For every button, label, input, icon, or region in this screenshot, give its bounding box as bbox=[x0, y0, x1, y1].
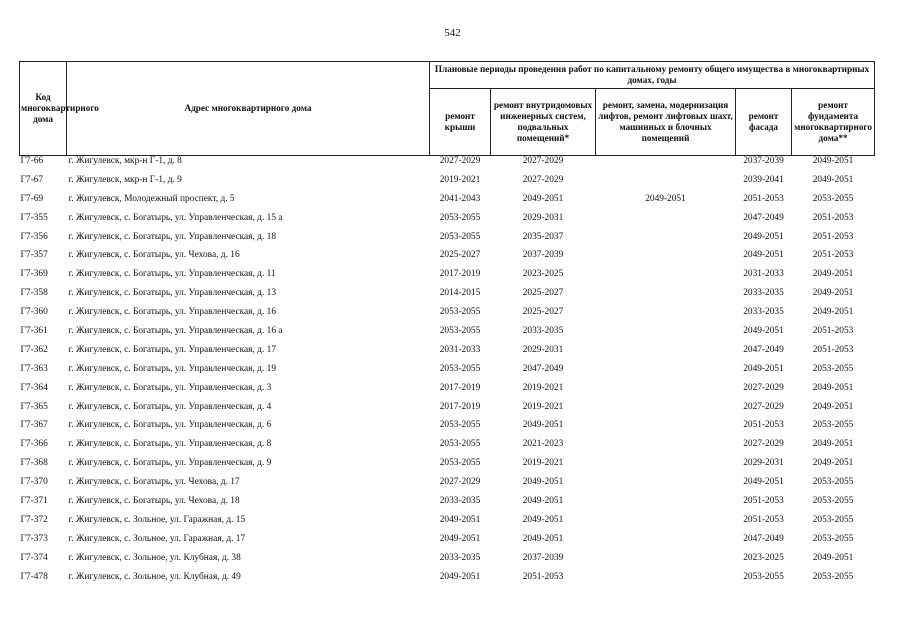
systems-period-cell: 2019-2021 bbox=[522, 458, 564, 469]
roof-period-cell: 2014-2015 bbox=[439, 288, 481, 299]
header-lifts: ремонт, замена, модернизация лифтов, ремонт лифтовых шахт, машинных и блочных помещений bbox=[596, 89, 736, 156]
facade-period-cell: 2047-2049 bbox=[743, 212, 784, 223]
code-cell: Г7-478 bbox=[20, 571, 48, 582]
header-engineering-systems: ремонт внутридомовых инженерных систем, подвальных помещений* bbox=[491, 89, 596, 156]
address-cell: г. Жигулевск, с. Богатырь, ул. Управленческая, д. 4 bbox=[68, 401, 272, 412]
lifts-period-cell bbox=[596, 288, 736, 307]
foundation-period-cell: 2053-2055 bbox=[812, 533, 854, 544]
table-row bbox=[20, 307, 875, 326]
table-row bbox=[20, 156, 875, 175]
lifts-period-cell bbox=[596, 213, 736, 232]
foundation-period-cell: 2053-2055 bbox=[812, 514, 854, 525]
lifts-period-cell bbox=[596, 439, 736, 458]
facade-period-cell: 2027-2029 bbox=[743, 382, 784, 393]
header-roof: ремонт крыши bbox=[430, 89, 491, 156]
repair-schedule-table bbox=[19, 61, 875, 590]
foundation-period-cell: 2053-2055 bbox=[812, 496, 854, 507]
table-row bbox=[20, 439, 875, 458]
facade-period-cell: 2023-2025 bbox=[743, 552, 784, 563]
systems-period-cell: 2025-2027 bbox=[522, 288, 564, 299]
roof-period-cell: 2053-2055 bbox=[439, 231, 481, 242]
table-row bbox=[20, 553, 875, 572]
table-body bbox=[20, 156, 875, 591]
systems-period-cell: 2019-2021 bbox=[522, 401, 564, 412]
systems-period-cell: 2027-2029 bbox=[522, 174, 564, 185]
code-cell: Г7-67 bbox=[20, 174, 44, 185]
foundation-period-cell: 2053-2055 bbox=[812, 193, 854, 204]
foundation-period-cell: 2053-2055 bbox=[812, 363, 854, 374]
facade-period-cell: 2037-2039 bbox=[743, 156, 784, 166]
lifts-period-cell bbox=[596, 420, 736, 439]
systems-period-cell: 2023-2025 bbox=[522, 269, 564, 280]
table-row bbox=[20, 345, 875, 364]
table-row bbox=[20, 402, 875, 421]
table-row bbox=[20, 326, 875, 345]
table-row bbox=[20, 213, 875, 232]
table-row bbox=[20, 572, 875, 591]
systems-period-cell: 2029-2031 bbox=[522, 344, 564, 355]
lifts-period-cell bbox=[596, 345, 736, 364]
roof-period-cell: 2027-2029 bbox=[439, 477, 481, 488]
lifts-period-cell bbox=[596, 269, 736, 288]
facade-period-cell: 2051-2053 bbox=[743, 514, 784, 525]
systems-period-cell: 2027-2029 bbox=[522, 156, 564, 166]
code-cell: Г7-361 bbox=[20, 326, 48, 337]
lifts-period-cell bbox=[596, 326, 736, 345]
foundation-period-cell: 2049-2051 bbox=[812, 288, 854, 299]
table-row bbox=[20, 250, 875, 269]
foundation-period-cell: 2049-2051 bbox=[812, 174, 854, 185]
address-cell: г. Жигулевск, с. Зольное, ул. Гаражная, д. 15 bbox=[68, 514, 246, 525]
facade-period-cell: 2049-2051 bbox=[743, 326, 784, 337]
lifts-period-cell bbox=[596, 515, 736, 534]
roof-period-cell: 2017-2019 bbox=[439, 401, 481, 412]
roof-period-cell: 2025-2027 bbox=[439, 250, 481, 261]
code-cell: Г7-373 bbox=[20, 533, 48, 544]
systems-period-cell: 2049-2051 bbox=[522, 477, 564, 488]
table-row bbox=[20, 383, 875, 402]
address-cell: г. Жигулевск, с. Богатырь, ул. Управленческая, д. 16 bbox=[68, 307, 277, 318]
lifts-period-cell bbox=[596, 402, 736, 421]
facade-period-cell: 2033-2035 bbox=[743, 307, 784, 318]
code-cell: Г7-370 bbox=[20, 477, 48, 488]
facade-period-cell: 2049-2051 bbox=[743, 250, 784, 261]
address-cell: г. Жигулевск, с. Зольное, ул. Клубная, д. 49 bbox=[68, 571, 241, 582]
facade-period-cell: 2033-2035 bbox=[743, 288, 784, 299]
foundation-period-cell: 2049-2051 bbox=[812, 458, 854, 469]
systems-period-cell: 2049-2051 bbox=[522, 514, 564, 525]
systems-period-cell: 2021-2023 bbox=[522, 439, 564, 450]
table-row bbox=[20, 364, 875, 383]
lifts-period-cell bbox=[596, 232, 736, 251]
facade-period-cell: 2047-2049 bbox=[743, 533, 784, 544]
facade-period-cell: 2053-2055 bbox=[743, 571, 784, 582]
table-row bbox=[20, 175, 875, 194]
systems-period-cell: 2037-2039 bbox=[522, 250, 564, 261]
foundation-period-cell: 2051-2053 bbox=[812, 344, 854, 355]
foundation-period-cell: 2053-2055 bbox=[812, 420, 854, 431]
lifts-period-cell bbox=[596, 156, 736, 175]
foundation-period-cell: 2049-2051 bbox=[812, 382, 854, 393]
address-cell: г. Жигулевск, с. Богатырь, ул. Управленческая, д. 9 bbox=[68, 458, 272, 469]
address-cell: г. Жигулевск, с. Богатырь, ул. Чехова, д. 17 bbox=[68, 477, 240, 488]
roof-period-cell: 2033-2035 bbox=[439, 552, 481, 563]
roof-period-cell: 2017-2019 bbox=[439, 269, 481, 280]
table-row bbox=[20, 194, 875, 213]
code-cell: Г7-364 bbox=[20, 382, 48, 393]
roof-period-cell: 2017-2019 bbox=[439, 382, 481, 393]
facade-period-cell: 2027-2029 bbox=[743, 401, 784, 412]
facade-period-cell: 2049-2051 bbox=[743, 231, 784, 242]
systems-period-cell: 2033-2035 bbox=[522, 326, 564, 337]
systems-period-cell: 2029-2031 bbox=[522, 212, 564, 223]
foundation-period-cell: 2051-2053 bbox=[812, 250, 854, 261]
table-row bbox=[20, 496, 875, 515]
address-cell: г. Жигулевск, мкр-н Г-1, д. 8 bbox=[68, 156, 182, 166]
address-cell: г. Жигулевск, с. Богатырь, ул. Управленческая, д. 19 bbox=[68, 363, 277, 374]
systems-period-cell: 2019-2021 bbox=[522, 382, 564, 393]
code-cell: Г7-369 bbox=[20, 269, 48, 280]
header-foundation: ремонт фундамента многоквартирного дома** bbox=[792, 89, 875, 156]
foundation-period-cell: 2049-2051 bbox=[812, 439, 854, 450]
foundation-period-cell: 2049-2051 bbox=[812, 156, 854, 166]
code-cell: Г7-374 bbox=[20, 552, 48, 563]
code-cell: Г7-368 bbox=[20, 458, 48, 469]
code-cell: Г7-363 bbox=[20, 363, 48, 374]
code-cell: Г7-362 bbox=[20, 344, 48, 355]
foundation-period-cell: 2053-2055 bbox=[812, 477, 854, 488]
roof-period-cell: 2053-2055 bbox=[439, 439, 481, 450]
systems-period-cell: 2049-2051 bbox=[522, 496, 564, 507]
facade-period-cell: 2051-2053 bbox=[743, 420, 784, 431]
lifts-period-cell bbox=[596, 364, 736, 383]
lifts-period-cell: 2049-2051 bbox=[645, 193, 686, 204]
systems-period-cell: 2049-2051 bbox=[522, 533, 564, 544]
facade-period-cell: 2031-2033 bbox=[743, 269, 784, 280]
lifts-period-cell bbox=[596, 572, 736, 591]
lifts-period-cell bbox=[596, 250, 736, 269]
foundation-period-cell: 2049-2051 bbox=[812, 307, 854, 318]
lifts-period-cell bbox=[596, 383, 736, 402]
header-facade: ремонт фасада bbox=[736, 89, 792, 156]
header-periods-title: Плановые периоды проведения работ по капитальному ремонту общего имущества в многоквартирных домах, годы bbox=[430, 62, 875, 89]
address-cell: г. Жигулевск, с. Богатырь, ул. Управленческая, д. 3 bbox=[68, 382, 272, 393]
address-cell: г. Жигулевск, с. Зольное, ул. Клубная, д. 38 bbox=[68, 552, 241, 563]
foundation-period-cell: 2053-2055 bbox=[812, 571, 854, 582]
code-cell: Г7-66 bbox=[20, 156, 44, 166]
foundation-period-cell: 2051-2053 bbox=[812, 231, 854, 242]
facade-period-cell: 2051-2053 bbox=[743, 496, 784, 507]
lifts-period-cell bbox=[596, 553, 736, 572]
code-cell: Г7-358 bbox=[20, 288, 48, 299]
address-cell: г. Жигулевск, с. Богатырь, ул. Управленческая, д. 17 bbox=[68, 344, 277, 355]
code-cell: Г7-366 bbox=[20, 439, 48, 450]
systems-period-cell: 2047-2049 bbox=[522, 363, 564, 374]
code-cell: Г7-69 bbox=[20, 193, 44, 204]
address-cell: г. Жигулевск, с. Богатырь, ул. Чехова, д. 16 bbox=[68, 250, 240, 261]
table-row bbox=[20, 288, 875, 307]
foundation-period-cell: 2051-2053 bbox=[812, 212, 854, 223]
table-row bbox=[20, 534, 875, 553]
page-number: 542 bbox=[444, 27, 461, 39]
roof-period-cell: 2053-2055 bbox=[439, 458, 481, 469]
table-row bbox=[20, 515, 875, 534]
lifts-period-cell bbox=[596, 496, 736, 515]
address-cell: г. Жигулевск, с. Богатырь, ул. Управленческая, д. 18 bbox=[68, 231, 277, 242]
roof-period-cell: 2049-2051 bbox=[439, 571, 481, 582]
facade-period-cell: 2049-2051 bbox=[743, 363, 784, 374]
roof-period-cell: 2031-2033 bbox=[439, 344, 481, 355]
code-cell: Г7-356 bbox=[20, 231, 48, 242]
roof-period-cell: 2049-2051 bbox=[439, 514, 481, 525]
header-address: Адрес многоквартирного дома bbox=[67, 62, 430, 156]
foundation-period-cell: 2049-2051 bbox=[812, 401, 854, 412]
code-cell: Г7-367 bbox=[20, 420, 48, 431]
systems-period-cell: 2049-2051 bbox=[522, 420, 564, 431]
roof-period-cell: 2053-2055 bbox=[439, 212, 481, 223]
code-cell: Г7-355 bbox=[20, 212, 48, 223]
table-row bbox=[20, 458, 875, 477]
facade-period-cell: 2029-2031 bbox=[743, 458, 784, 469]
lifts-period-cell bbox=[596, 175, 736, 194]
address-cell: г. Жигулевск, с. Богатырь, ул. Управленческая, д. 6 bbox=[68, 420, 272, 431]
address-cell: г. Жигулевск, с. Богатырь, ул. Управленческая, д. 15 а bbox=[68, 212, 283, 223]
systems-period-cell: 2049-2051 bbox=[522, 193, 564, 204]
code-cell: Г7-365 bbox=[20, 401, 48, 412]
header-code: Код многоквартирного дома bbox=[20, 62, 67, 156]
facade-period-cell: 2027-2029 bbox=[743, 439, 784, 450]
table-row bbox=[20, 232, 875, 251]
lifts-period-cell bbox=[596, 307, 736, 326]
table-row bbox=[20, 477, 875, 496]
facade-period-cell: 2039-2041 bbox=[743, 174, 784, 185]
systems-period-cell: 2035-2037 bbox=[522, 231, 564, 242]
address-cell: г. Жигулевск, с. Богатырь, ул. Чехова, д. 18 bbox=[68, 496, 240, 507]
systems-period-cell: 2051-2053 bbox=[522, 571, 564, 582]
roof-period-cell: 2033-2035 bbox=[439, 496, 481, 507]
address-cell: г. Жигулевск, Молодежный проспект, д. 5 bbox=[68, 193, 235, 204]
roof-period-cell: 2049-2051 bbox=[439, 533, 481, 544]
address-cell: г. Жигулевск, с. Богатырь, ул. Управленческая, д. 8 bbox=[68, 439, 272, 450]
roof-period-cell: 2053-2055 bbox=[439, 420, 481, 431]
facade-period-cell: 2049-2051 bbox=[743, 477, 784, 488]
lifts-period-cell bbox=[596, 534, 736, 553]
code-cell: Г7-360 bbox=[20, 307, 48, 318]
roof-period-cell: 2053-2055 bbox=[439, 363, 481, 374]
roof-period-cell: 2027-2029 bbox=[439, 156, 481, 166]
table-row bbox=[20, 269, 875, 288]
code-cell: Г7-357 bbox=[20, 250, 48, 261]
systems-period-cell: 2037-2039 bbox=[522, 552, 564, 563]
address-cell: г. Жигулевск, с. Богатырь, ул. Управленческая, д. 16 а bbox=[68, 326, 283, 337]
code-cell: Г7-372 bbox=[20, 514, 48, 525]
address-cell: г. Жигулевск, с. Зольное, ул. Гаражная, д. 17 bbox=[68, 533, 246, 544]
code-cell: Г7-371 bbox=[20, 496, 48, 507]
lifts-period-cell bbox=[596, 477, 736, 496]
foundation-period-cell: 2049-2051 bbox=[812, 552, 854, 563]
address-cell: г. Жигулевск, с. Богатырь, ул. Управленческая, д. 13 bbox=[68, 288, 277, 299]
address-cell: г. Жигулевск, мкр-н Г-1, д. 9 bbox=[68, 174, 182, 185]
facade-period-cell: 2051-2053 bbox=[743, 193, 784, 204]
roof-period-cell: 2053-2055 bbox=[439, 307, 481, 318]
foundation-period-cell: 2049-2051 bbox=[812, 269, 854, 280]
lifts-period-cell bbox=[596, 458, 736, 477]
table-row bbox=[20, 420, 875, 439]
facade-period-cell: 2047-2049 bbox=[743, 344, 784, 355]
systems-period-cell: 2025-2027 bbox=[522, 307, 564, 318]
roof-period-cell: 2041-2043 bbox=[439, 193, 481, 204]
roof-period-cell: 2019-2021 bbox=[439, 174, 481, 185]
foundation-period-cell: 2051-2053 bbox=[812, 326, 854, 337]
table-header bbox=[20, 62, 875, 156]
roof-period-cell: 2053-2055 bbox=[439, 326, 481, 337]
address-cell: г. Жигулевск, с. Богатырь, ул. Управленческая, д. 11 bbox=[68, 269, 276, 280]
